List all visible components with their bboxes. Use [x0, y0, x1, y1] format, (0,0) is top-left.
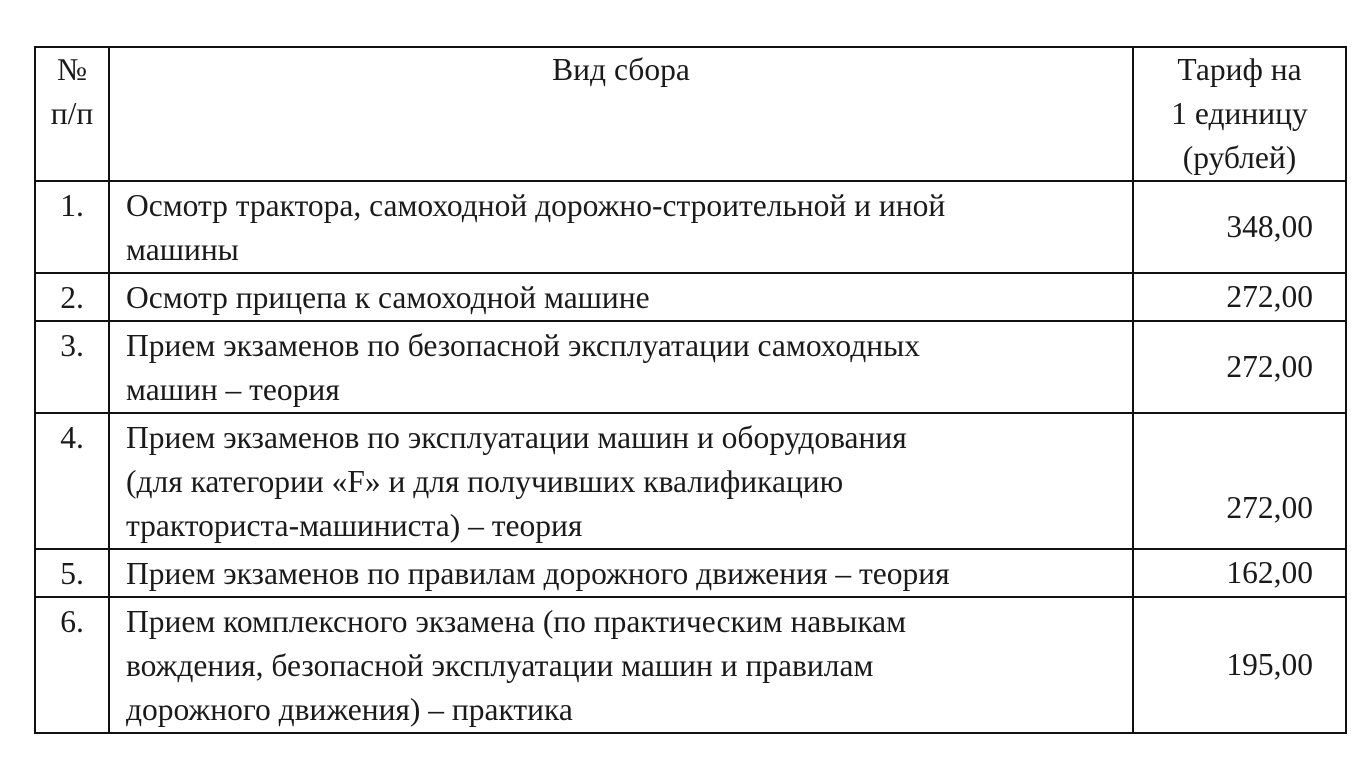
- row-description: [109, 597, 1133, 733]
- header-number-label-line2: п/п: [50, 96, 94, 131]
- row-description-line: Осмотр прицепа к самоходной машине: [126, 280, 650, 315]
- header-price-label-line1: Тариф на: [1177, 52, 1302, 87]
- table-row: [35, 413, 1346, 549]
- tariff-table: [34, 46, 1347, 734]
- row-price: 162,00: [1133, 549, 1346, 597]
- row-description-line: тракториста-машиниста) – теория: [126, 508, 583, 543]
- row-price: 272,00: [1133, 273, 1346, 321]
- header-description-label: Вид сбора: [552, 52, 690, 87]
- table-row: [35, 273, 1346, 321]
- row-description-line: Прием экзаменов по безопасной эксплуатации самоходных: [126, 328, 920, 363]
- row-description-line: дорожного движения) – практика: [126, 692, 573, 727]
- header-price-label-line3: (рублей): [1182, 140, 1297, 175]
- row-description-line: (для категории «F» и для получивших квалификацию: [126, 464, 844, 499]
- row-description-line: вождения, безопасной эксплуатации машин и правилам: [126, 648, 874, 683]
- row-description: [109, 549, 1133, 597]
- table-row: [35, 321, 1346, 413]
- row-number: 5.: [35, 549, 109, 597]
- table-header-row: [35, 47, 1346, 181]
- row-description-line: Прием экзаменов по правилам дорожного движения – теория: [126, 556, 950, 591]
- row-number: 1.: [35, 181, 109, 273]
- header-description-cell: [109, 47, 1133, 181]
- table-row: [35, 549, 1346, 597]
- header-price-label-line2: 1 единицу: [1171, 96, 1308, 131]
- table-row: [35, 597, 1346, 733]
- row-number: 6.: [35, 597, 109, 733]
- row-description-line: Прием комплексного экзамена (по практическим навыкам: [126, 604, 907, 639]
- row-description-line: машины: [126, 232, 239, 267]
- row-description: [109, 181, 1133, 273]
- row-price: 272,00: [1133, 321, 1346, 413]
- row-description-line: машин – теория: [126, 372, 340, 407]
- row-price: 272,00: [1133, 413, 1346, 549]
- row-description: [109, 273, 1133, 321]
- table-row: [35, 181, 1346, 273]
- row-description-line: Прием экзаменов по эксплуатации машин и оборудования: [126, 420, 907, 455]
- row-description: [109, 321, 1133, 413]
- row-number: 2.: [35, 273, 109, 321]
- row-price: 348,00: [1133, 181, 1346, 273]
- header-number-cell: [35, 47, 109, 181]
- header-price-cell: [1133, 47, 1346, 181]
- header-number-label-line1: №: [56, 52, 88, 87]
- row-description-line: Осмотр трактора, самоходной дорожно-строительной и иной: [126, 188, 946, 223]
- row-description: [109, 413, 1133, 549]
- row-price: 195,00: [1133, 597, 1346, 733]
- row-number: 4.: [35, 413, 109, 549]
- cropped-heading-fragment: [520, 0, 900, 6]
- row-number: 3.: [35, 321, 109, 413]
